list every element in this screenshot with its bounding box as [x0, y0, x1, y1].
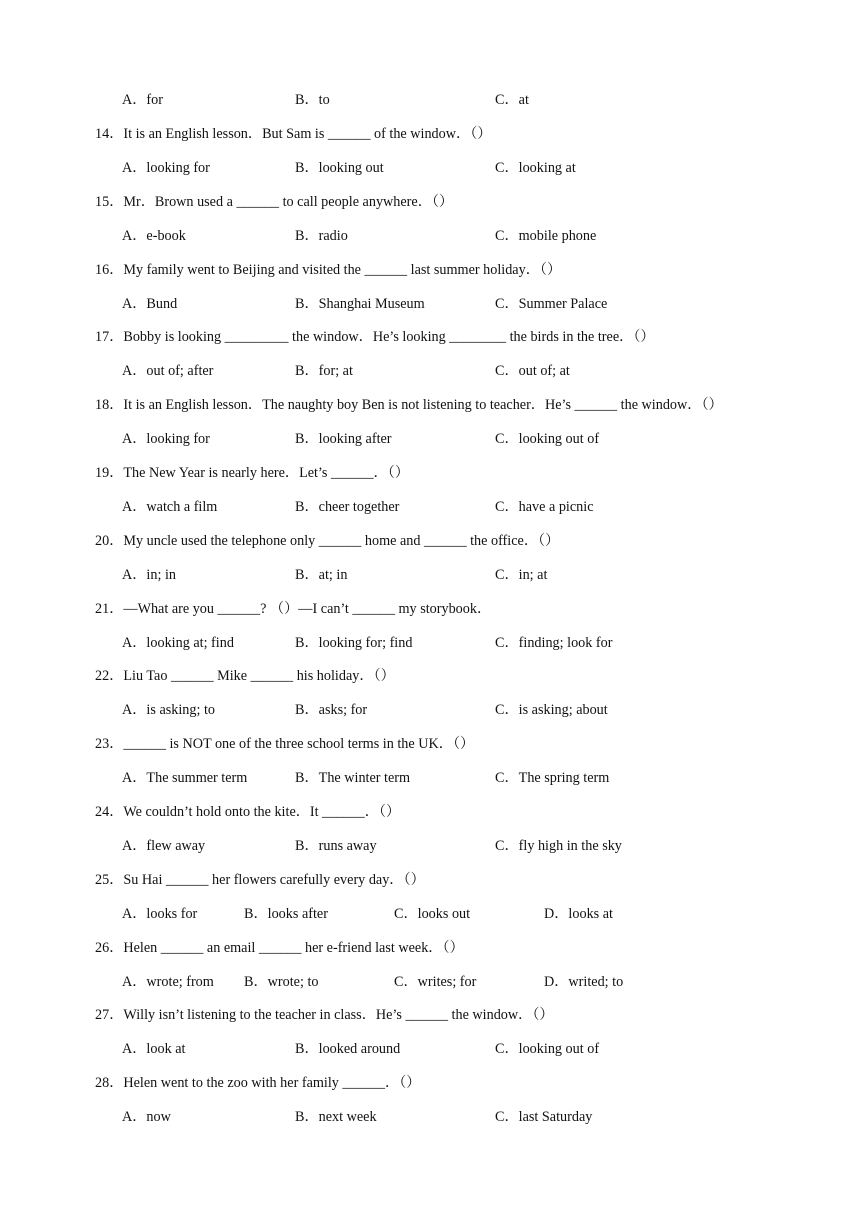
option-b[interactable]: B．Shanghai Museum [295, 295, 425, 312]
question-stem: 14．It is an English lesson．But Sam is ______ of the window．（） [95, 126, 492, 142]
option-d[interactable]: D．writed; to [544, 973, 624, 990]
option-c[interactable]: C．looking out of [495, 431, 600, 448]
option-a[interactable]: A．wrote; from [122, 973, 214, 990]
option-a[interactable]: A．looking at; find [122, 634, 234, 651]
option-b[interactable]: B．looks after [244, 905, 328, 922]
option-b: B．to [295, 92, 330, 108]
option-c[interactable]: C．looking out of [495, 1041, 600, 1058]
question-stem: 21．—What are you ______? （）—I can’t ______ my storybook． [95, 600, 492, 617]
option-c[interactable]: C．fly high in the sky [495, 838, 622, 854]
option-b[interactable]: B．looked around [295, 1041, 401, 1058]
question-stem: 19．The New Year is nearly here．Let’s ______．（） [95, 465, 410, 481]
option-b[interactable]: B．The winter term [295, 770, 411, 787]
option-a: A．for [122, 92, 163, 108]
option-b[interactable]: B．cheer together [295, 499, 400, 515]
option-b[interactable]: B．runs away [295, 838, 377, 854]
question-stem: 24．We couldn’t hold onto the kite．It ______．（） [95, 804, 401, 820]
option-b[interactable]: B．radio [295, 227, 348, 244]
option-c[interactable]: C．looking at [495, 160, 576, 176]
option-c[interactable]: C．out of; at [495, 363, 570, 380]
option-b[interactable]: B．looking for; find [295, 634, 413, 651]
option-d[interactable]: D．looks at [544, 905, 613, 922]
option-a[interactable]: A．out of; after [122, 363, 214, 380]
option-c[interactable]: C．have a picnic [495, 499, 594, 515]
option-a[interactable]: A．Bund [122, 295, 178, 312]
option-a[interactable]: A．looking for [122, 160, 210, 176]
option-c[interactable]: C．Summer Palace [495, 295, 608, 312]
question-stem: 20．My uncle used the telephone only ______ home and ______ the office．（） [95, 532, 560, 549]
option-c[interactable]: C．last Saturday [495, 1109, 593, 1126]
option-a[interactable]: A．is asking; to [122, 702, 216, 719]
question-stem: 27．Willy isn’t listening to the teacher in class．He’s ______ the window．（） [95, 1007, 554, 1024]
question-stem: 28．Helen went to the zoo with her family ______．（） [95, 1075, 421, 1092]
option-b[interactable]: B．for; at [295, 363, 353, 380]
option-b[interactable]: B．at; in [295, 566, 348, 583]
option-c: C．at [495, 92, 529, 108]
option-c[interactable]: C．writes; for [394, 973, 477, 990]
question-stem: 26．Helen ______ an email ______ her e-friend last week．（） [95, 939, 464, 956]
option-a[interactable]: A．flew away [122, 838, 206, 854]
option-c[interactable]: C．in; at [495, 566, 548, 583]
option-b[interactable]: B．looking out [295, 160, 384, 176]
option-c[interactable]: C．is asking; about [495, 702, 608, 719]
option-b[interactable]: B．looking after [295, 431, 392, 448]
option-a[interactable]: A．look at [122, 1041, 186, 1058]
option-b[interactable]: B．wrote; to [244, 973, 319, 990]
question-stem: 16．My family went to Beijing and visited the ______ last summer holiday．（） [95, 261, 562, 278]
option-c[interactable]: C．The spring term [495, 770, 610, 787]
option-c[interactable]: C．looks out [394, 905, 471, 922]
question-stem: 17．Bobby is looking _________ the window．He’s looking ________ the birds in the tree．（） [95, 329, 655, 346]
option-a[interactable]: A．in; in [122, 566, 176, 583]
option-a[interactable]: A．The summer term [122, 770, 248, 787]
question-stem: 15．Mr．Brown used a ______ to call people anywhere．（） [95, 193, 454, 210]
option-a[interactable]: A．watch a film [122, 499, 218, 515]
option-b[interactable]: B．next week [295, 1109, 377, 1126]
option-b[interactable]: B．asks; for [295, 702, 368, 719]
option-a[interactable]: A．e-book [122, 227, 186, 244]
option-a[interactable]: A．looking for [122, 431, 210, 448]
question-stem: 25．Su Hai ______ her flowers carefully every day．（） [95, 871, 425, 888]
option-c[interactable]: C．mobile phone [495, 227, 597, 244]
option-a[interactable]: A．now [122, 1109, 171, 1126]
option-c[interactable]: C．finding; look for [495, 634, 613, 651]
option-a[interactable]: A．looks for [122, 905, 198, 922]
question-stem: 18．It is an English lesson．The naughty boy Ben is not listening to teacher．He’s ______ the window．（） [95, 397, 723, 414]
question-stem: 23．______ is NOT one of the three school terms in the UK．（） [95, 736, 475, 753]
question-stem: 22．Liu Tao ______ Mike ______ his holiday．（） [95, 668, 395, 685]
